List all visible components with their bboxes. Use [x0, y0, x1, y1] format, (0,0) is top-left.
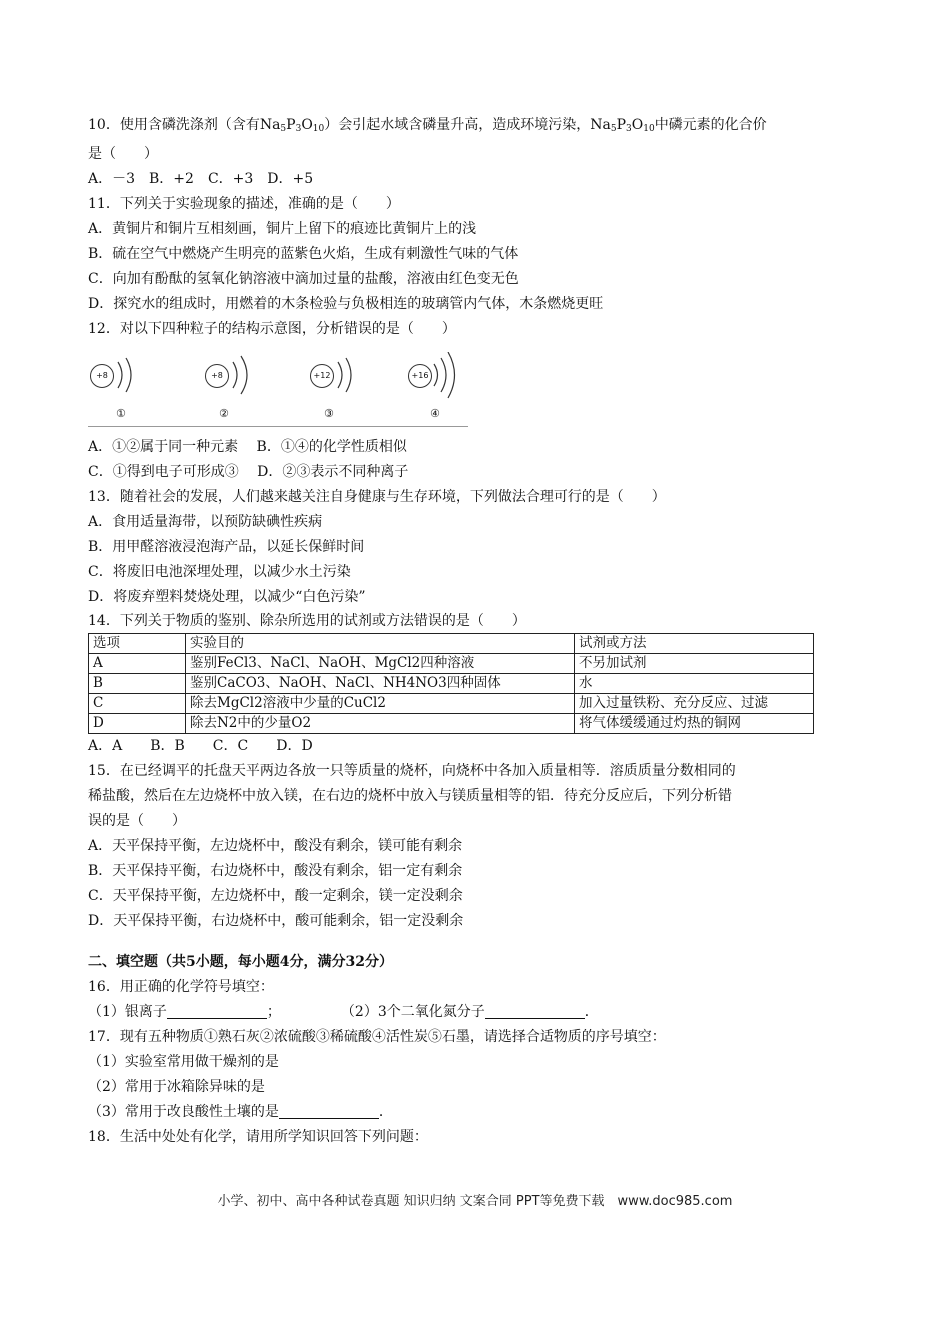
electron-shells-icon [225, 352, 285, 402]
q10-text: 10．使用含磷洗涤剂（含有Na [88, 117, 281, 133]
atom-label: ② [219, 407, 229, 420]
q12-options-cd: C．①得到电子可形成③ D．②③表示不同种离子 [88, 464, 409, 480]
table-cell: 水 [575, 674, 814, 694]
table-header-cell: 实验目的 [186, 634, 575, 654]
nucleus: +8 [90, 364, 114, 388]
q13-option-b: B．用甲醛溶液浸泡海产品，以延长保鲜时间 [88, 539, 365, 555]
electron-shells-icon [110, 352, 170, 402]
q11-stem: 11．下列关于实验现象的描述，准确的是（ ） [88, 196, 400, 212]
answer-blank[interactable] [485, 1002, 585, 1019]
atom-diagram-4 [406, 352, 496, 420]
q11-option-a: A．黄铜片和铜片互相刻画，铜片上留下的痕迹比黄铜片上的浅 [88, 221, 477, 237]
q13-stem: 13．随着社会的发展，人们越来越关注自身健康与生存环境，下列做法合理可行的是（ ） [88, 489, 666, 505]
q10-options: A．－3 B．+2 C．+3 D．+5 [88, 171, 314, 187]
atom-diagram-3 [308, 352, 398, 420]
exam-page [88, 113, 868, 1150]
q13-option-a: A．食用适量海带，以预防缺碘性疾病 [88, 514, 323, 530]
q10-text: P [616, 117, 627, 133]
q17-part2: （2）常用于冰箱除异味的是 [88, 1079, 265, 1095]
table-cell: D [89, 714, 186, 734]
q17-part3 [88, 1100, 868, 1125]
q11-option-b: B．硫在空气中燃烧产生明亮的蓝紫色火焰，生成有刺激性气味的气体 [88, 246, 519, 262]
subscript: 10 [643, 124, 655, 134]
q14-stem: 14．下列关于物质的鉴别、除杂所选用的试剂或方法错误的是（ ） [88, 613, 526, 629]
answer-blank[interactable] [279, 1102, 379, 1119]
table-cell: 除去N2中的少量O2 [186, 714, 575, 734]
q12-options-ab: A．①②属于同一种元素 B．①④的化学性质相似 [88, 439, 407, 455]
q17-part1: （1）实验室常用做干燥剂的是 [88, 1054, 279, 1070]
q14-options: A．A B．B C．C D．D [88, 738, 313, 754]
period: ． [378, 1104, 393, 1120]
table-cell: 不另加试剂 [575, 654, 814, 674]
table-cell: B [89, 674, 186, 694]
atom-label: ① [116, 407, 126, 420]
q15-option-a: A．天平保持平衡，左边烧杯中，酸没有剩余，镁可能有剩余 [88, 838, 463, 854]
atom-diagram-2 [203, 352, 293, 420]
subscript: 5 [280, 124, 287, 134]
table-cell: 加入过量铁粉、充分反应、过滤 [575, 694, 814, 714]
q10-text: P [286, 117, 296, 133]
q11-option-c: C．向加有酚酞的氢氧化钠溶液中滴加过量的盐酸，溶液由红色变无色 [88, 271, 519, 287]
q10-line1 [88, 113, 868, 142]
table-cell: 除去MgCl2溶液中少量的CuCl2 [186, 694, 575, 714]
q11-option-d: D．探究水的组成时，用燃着的木条检验与负极相连的玻璃管内气体，木条燃烧更旺 [88, 296, 604, 312]
q18-stem: 18．生活中处处有化学，请用所学知识回答下列问题： [88, 1129, 428, 1145]
atom-label: ③ [324, 407, 334, 420]
subscript: 5 [610, 124, 617, 134]
table-row [89, 714, 814, 734]
page-footer: 小学、初中、高中各种试卷真题 知识归纳 文案合同 PPT等免费下载 www.doc985.com [217, 1194, 733, 1209]
table-cell: 鉴别FeCl3、NaCl、NaOH、MgCl2四种溶液 [186, 654, 575, 674]
table-cell: A [89, 654, 186, 674]
q17-part3-label: （3）常用于改良酸性土壤的是 [88, 1104, 279, 1120]
section-title: 二、填空题（共5小题，每小题4分，满分32分） [88, 954, 393, 970]
table-cell: 将气体缓缓通过灼热的铜网 [575, 714, 814, 734]
q16-part1-label: （1）银离子 [88, 1004, 167, 1020]
subscript: 10 [312, 124, 325, 134]
table-row [89, 654, 814, 674]
q16-stem: 16．用正确的化学符号填空： [88, 979, 274, 995]
atom-label: ④ [430, 407, 440, 420]
table-header-row [89, 634, 814, 654]
table-cell: 鉴别CaCO3、NaOH、NaCl、NH4NO3四种固体 [186, 674, 575, 694]
q15-line3: 误的是（ ） [88, 813, 186, 829]
nucleus: +16 [408, 364, 432, 388]
q15-line1: 15．在已经调平的托盘天平两边各放一只等质量的烧杯，向烧杯中各加入质量相等．溶质质量分数相同的 [88, 763, 736, 779]
q13-option-d: D．将废弃塑料焚烧处理，以减少“白色污染” [88, 589, 366, 605]
q15-line2: 稀盐酸，然后在左边烧杯中放入镁，在右边的烧杯中放入与镁质量相等的铝．待充分反应后，下列分析错 [88, 788, 732, 804]
q10-text: O [301, 117, 313, 133]
answer-blank[interactable] [167, 1002, 267, 1019]
nucleus: +12 [310, 364, 334, 388]
q15-option-c: C．天平保持平衡，左边烧杯中，酸一定剩余，镁一定没剩余 [88, 888, 463, 904]
q13-option-c: C．将废旧电池深埋处理，以减少水土污染 [88, 564, 351, 580]
q16-part2-label: （2）3个二氧化氮分子 [340, 1004, 485, 1020]
table-row [89, 694, 814, 714]
period: ． [584, 1004, 599, 1020]
nucleus: +8 [205, 364, 229, 388]
q10-line2: 是（ ） [88, 146, 158, 162]
q14-table [88, 633, 814, 734]
subscript: 3 [295, 124, 302, 134]
subscript: 3 [626, 124, 632, 134]
electron-shells-icon [330, 352, 390, 402]
q17-stem: 17．现有五种物质①熟石灰②浓硫酸③稀硫酸④活性炭⑤石墨，请选择合适物质的序号填空： [88, 1029, 666, 1045]
q10-text: O [631, 117, 644, 133]
table-header-cell: 试剂或方法 [575, 634, 814, 654]
q16-blanks [88, 1000, 868, 1025]
q15-option-b: B．天平保持平衡，右边烧杯中，酸没有剩余，铝一定有剩余 [88, 863, 463, 879]
q15-option-d: D．天平保持平衡，右边烧杯中，酸可能剩余，铝一定没剩余 [88, 913, 464, 929]
atom-structure-diagram [88, 348, 468, 427]
table-header-cell: 选项 [89, 634, 186, 654]
q12-stem: 12．对以下四种粒子的结构示意图，分析错误的是（ ） [88, 321, 456, 337]
q10-text: 中磷元素的化合价 [654, 117, 767, 133]
table-cell: C [89, 694, 186, 714]
table-row [89, 674, 814, 694]
electron-shells-icon [428, 352, 488, 402]
atom-diagram-1 [88, 352, 178, 420]
q10-text: ）会引起水域含磷量升高，造成环境污染，Na [324, 117, 611, 133]
separator: ； [266, 1004, 281, 1020]
